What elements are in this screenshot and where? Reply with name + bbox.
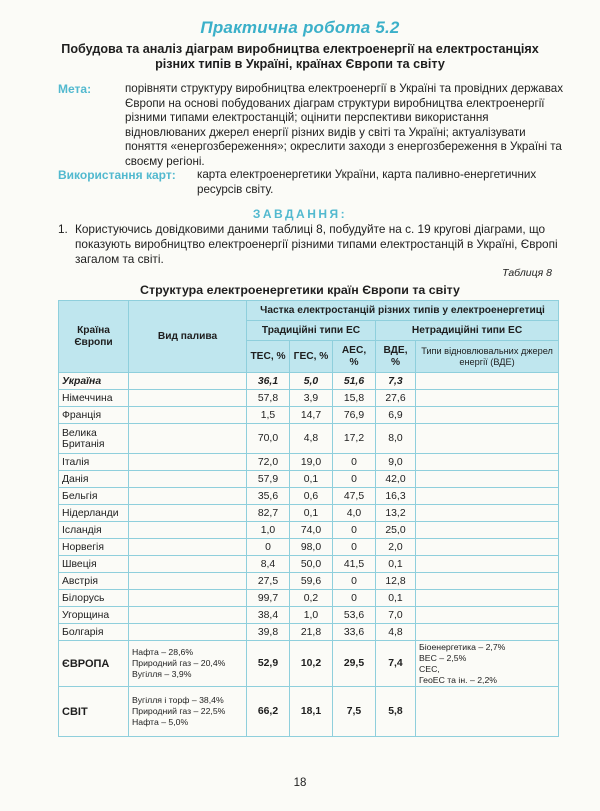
vde-cell: 13,2	[376, 505, 416, 522]
country-cell: Україна	[59, 373, 129, 390]
ges-cell: 18,1	[290, 687, 333, 737]
fuel-cell	[129, 471, 247, 488]
maps-text: карта електроенергетики України, карта паливно-енергетичних ресурсів світу.	[197, 168, 537, 196]
vde-types-cell	[416, 505, 559, 522]
aes-cell: 29,5	[333, 641, 376, 687]
ges-cell: 21,8	[290, 624, 333, 641]
vde-cell: 9,0	[376, 454, 416, 471]
country-cell: Швеція	[59, 556, 129, 573]
table-title: Структура електроенергетики країн Європи та світу	[140, 283, 460, 297]
tes-cell: 52,9	[247, 641, 290, 687]
vde-types-cell	[416, 390, 559, 407]
tes-cell: 0	[247, 539, 290, 556]
country-cell: Ісландія	[59, 522, 129, 539]
tes-cell: 39,8	[247, 624, 290, 641]
vde-types-cell	[416, 573, 559, 590]
country-cell: ЄВРОПА	[59, 641, 129, 687]
work-title: Практична робота 5.2	[200, 18, 400, 37]
vde-type-line: ВЕС – 2,5%	[419, 652, 467, 663]
page-number: 18	[293, 777, 307, 789]
table-row-europe	[59, 641, 559, 687]
country-cell: Білорусь	[59, 590, 129, 607]
vde-cell: 7,0	[376, 607, 416, 624]
vde-types-cell	[416, 373, 559, 390]
tes-cell: 27,5	[247, 573, 290, 590]
fuel-line: Вугілля – 3,9%	[132, 669, 192, 679]
tes-cell: 57,8	[247, 390, 290, 407]
header-vde-types: Типи відновлювальних джерел енергії (ВДЕ)	[416, 341, 559, 373]
table-row	[59, 539, 559, 556]
country-cell: Болгарія	[59, 624, 129, 641]
aes-cell: 17,2	[333, 424, 376, 454]
aes-cell: 0	[333, 539, 376, 556]
vde-types-cell	[416, 641, 559, 687]
header-share: Частка електростанцій різних типів у електроенергетиці	[247, 301, 559, 321]
aes-cell: 33,6	[333, 624, 376, 641]
vde-cell: 27,6	[376, 390, 416, 407]
vde-type-line: СЕС,	[419, 663, 440, 674]
vde-type-line: Біоенергетика – 2,7%	[419, 641, 506, 652]
vde-cell: 12,8	[376, 573, 416, 590]
tes-cell: 38,4	[247, 607, 290, 624]
ges-cell: 0,1	[290, 505, 333, 522]
country-cell: Данія	[59, 471, 129, 488]
vde-cell: 0,1	[376, 556, 416, 573]
table-reference: Таблиця 8	[502, 267, 552, 279]
tes-cell: 82,7	[247, 505, 290, 522]
fuel-line: Вугілля і торф – 38,4%	[132, 695, 224, 705]
tes-cell: 99,7	[247, 590, 290, 607]
fuel-line: Нафта – 28,6%	[132, 647, 194, 657]
vde-types-cell	[416, 539, 559, 556]
fuel-line: Природний газ – 22,5%	[132, 706, 226, 716]
country-cell: Велика Британія	[59, 424, 129, 454]
header-traditional: Традиційні типи ЕС	[247, 321, 376, 341]
fuel-cell	[129, 573, 247, 590]
vde-cell: 8,0	[376, 424, 416, 454]
aes-cell: 0	[333, 471, 376, 488]
tes-cell: 1,5	[247, 407, 290, 424]
header-vde: ВДЕ, %	[376, 341, 416, 373]
vde-cell: 7,4	[376, 641, 416, 687]
header-aes: АЕС, %	[333, 341, 376, 373]
country-cell: Угорщина	[59, 607, 129, 624]
table-row	[59, 607, 559, 624]
vde-cell: 7,3	[376, 373, 416, 390]
table-row	[59, 573, 559, 590]
aes-cell: 47,5	[333, 488, 376, 505]
fuel-cell	[129, 373, 247, 390]
ges-cell: 0,2	[290, 590, 333, 607]
fuel-cell	[129, 424, 247, 454]
vde-cell: 25,0	[376, 522, 416, 539]
aes-cell: 53,6	[333, 607, 376, 624]
fuel-line: Природний газ – 20,4%	[132, 658, 226, 668]
fuel-cell	[129, 522, 247, 539]
table-row	[59, 590, 559, 607]
task-text: Користуючись довідковими даними таблиці 8, побудуйте на с. 19 кругові діаграми, що показують виробництво електроенергії різними типами електростанцій в Україні, Європі загалом та світі.	[75, 222, 558, 266]
ges-cell: 10,2	[290, 641, 333, 687]
ges-cell: 14,7	[290, 407, 333, 424]
fuel-cell	[129, 488, 247, 505]
table-row	[59, 505, 559, 522]
country-cell: Норвегія	[59, 539, 129, 556]
ges-cell: 0,1	[290, 471, 333, 488]
ges-cell: 3,9	[290, 390, 333, 407]
table-row	[59, 390, 559, 407]
goal-text: порівняти структуру виробництва електроенергії в Україні та провідних державах Європи на основі побудованих діаграм структури виробництва електроенергії різними типами електростанцій; оцінити перспективи використання відновлюваних джерел енергії різних видів у світі та Україні; актуалізувати поняття «енергозбереження»; окреслити заходи з енергозбереження в Україні та своєму регіоні.	[125, 82, 564, 168]
tes-cell: 36,1	[247, 373, 290, 390]
table-row	[59, 624, 559, 641]
ges-cell: 5,0	[290, 373, 333, 390]
table-row	[59, 454, 559, 471]
ges-cell: 1,0	[290, 607, 333, 624]
vde-types-cell	[416, 590, 559, 607]
fuel-cell	[129, 624, 247, 641]
table-row	[59, 471, 559, 488]
ges-cell: 0,6	[290, 488, 333, 505]
vde-cell: 4,8	[376, 624, 416, 641]
task-number: 1.	[58, 222, 68, 236]
fuel-cell	[129, 454, 247, 471]
country-cell: Німеччина	[59, 390, 129, 407]
tes-cell: 57,9	[247, 471, 290, 488]
table-row	[59, 373, 559, 390]
tes-cell: 1,0	[247, 522, 290, 539]
ges-cell: 98,0	[290, 539, 333, 556]
ges-cell: 50,0	[290, 556, 333, 573]
fuel-cell	[129, 641, 247, 687]
header-fuel: Вид палива	[129, 301, 247, 373]
country-cell: СВІТ	[59, 687, 129, 737]
vde-cell: 42,0	[376, 471, 416, 488]
fuel-cell	[129, 539, 247, 556]
aes-cell: 0	[333, 573, 376, 590]
topic-title: Побудова та аналіз діаграм виробництва електроенергії на електростанціях різних типів в Україні, країнах Європи та світу	[61, 42, 539, 71]
vde-types-cell	[416, 407, 559, 424]
tes-cell: 70,0	[247, 424, 290, 454]
header-country: Країна Європи	[59, 301, 129, 373]
vde-cell: 6,9	[376, 407, 416, 424]
table-row-world	[59, 687, 559, 737]
energy-structure-table	[58, 300, 559, 737]
country-cell: Італія	[59, 454, 129, 471]
fuel-cell	[129, 687, 247, 737]
vde-types-cell	[416, 424, 559, 454]
vde-cell: 5,8	[376, 687, 416, 737]
aes-cell: 0	[333, 522, 376, 539]
country-cell: Австрія	[59, 573, 129, 590]
goal-label: Мета:	[58, 82, 92, 96]
table-row	[59, 407, 559, 424]
aes-cell: 4,0	[333, 505, 376, 522]
vde-types-cell	[416, 522, 559, 539]
vde-types-cell	[416, 687, 559, 737]
country-cell: Франція	[59, 407, 129, 424]
header-nontraditional: Нетрадиційні типи ЕС	[376, 321, 559, 341]
aes-cell: 76,9	[333, 407, 376, 424]
fuel-cell	[129, 607, 247, 624]
vde-cell: 2,0	[376, 539, 416, 556]
vde-cell: 16,3	[376, 488, 416, 505]
vde-cell: 0,1	[376, 590, 416, 607]
table-row	[59, 556, 559, 573]
tes-cell: 35,6	[247, 488, 290, 505]
vde-types-cell	[416, 454, 559, 471]
task-heading: ЗАВДАННЯ:	[252, 207, 348, 221]
vde-types-cell	[416, 556, 559, 573]
maps-label: Використання карт:	[58, 168, 176, 182]
tes-cell: 72,0	[247, 454, 290, 471]
ges-cell: 4,8	[290, 424, 333, 454]
table-row	[59, 424, 559, 454]
tes-cell: 8,4	[247, 556, 290, 573]
fuel-cell	[129, 390, 247, 407]
vde-types-cell	[416, 624, 559, 641]
vde-type-line: ГеоЕС та ін. – 2,2%	[419, 674, 497, 685]
aes-cell: 41,5	[333, 556, 376, 573]
aes-cell: 0	[333, 454, 376, 471]
vde-types-cell	[416, 471, 559, 488]
vde-types-cell	[416, 488, 559, 505]
aes-cell: 51,6	[333, 373, 376, 390]
fuel-cell	[129, 407, 247, 424]
ges-cell: 59,6	[290, 573, 333, 590]
table-row	[59, 488, 559, 505]
tes-cell: 66,2	[247, 687, 290, 737]
aes-cell: 7,5	[333, 687, 376, 737]
table-row	[59, 522, 559, 539]
country-cell: Бельгія	[59, 488, 129, 505]
country-cell: Нідерланди	[59, 505, 129, 522]
fuel-cell	[129, 505, 247, 522]
aes-cell: 0	[333, 590, 376, 607]
ges-cell: 19,0	[290, 454, 333, 471]
header-ges: ГЕС, %	[290, 341, 333, 373]
vde-types-cell	[416, 607, 559, 624]
aes-cell: 15,8	[333, 390, 376, 407]
ges-cell: 74,0	[290, 522, 333, 539]
fuel-line: Нафта – 5,0%	[132, 717, 189, 727]
fuel-cell	[129, 556, 247, 573]
header-tes: ТЕС, %	[247, 341, 290, 373]
fuel-cell	[129, 590, 247, 607]
